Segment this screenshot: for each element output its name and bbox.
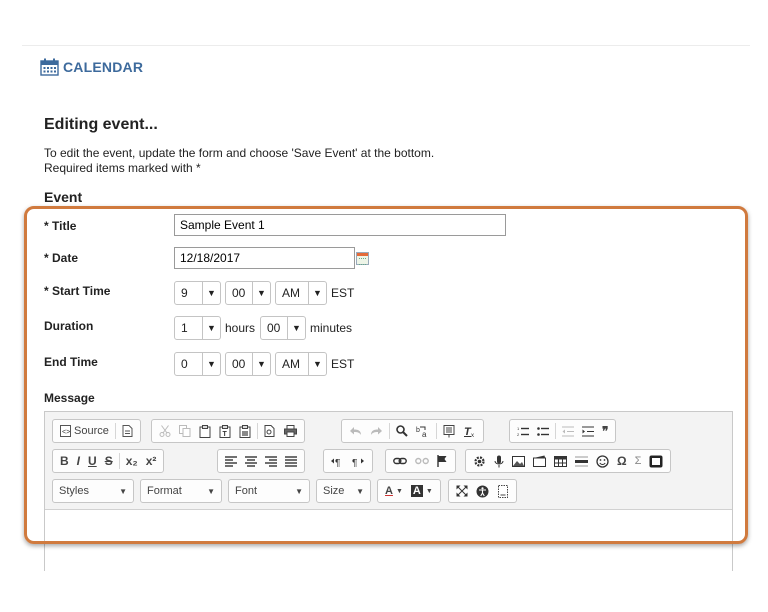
background-color-icon: A bbox=[412, 485, 421, 497]
chevron-down-icon: ▼ bbox=[425, 487, 433, 495]
chevron-down-icon: ▼ bbox=[119, 486, 127, 496]
highlight-frame bbox=[24, 206, 748, 544]
end-timezone: EST bbox=[331, 357, 355, 371]
chevron-down-icon: ▼ bbox=[207, 486, 215, 496]
start-timezone: EST bbox=[331, 286, 355, 300]
subscript-icon: x₂ bbox=[125, 454, 138, 468]
chevron-down-icon: ▼ bbox=[356, 486, 364, 496]
svg-text:¶: ¶ bbox=[335, 457, 341, 467]
duration-label: Duration bbox=[44, 319, 94, 333]
sigma-icon: Σ bbox=[634, 455, 642, 467]
underline-icon: U bbox=[88, 454, 97, 468]
format-label: Format bbox=[147, 485, 182, 497]
intro-line-2: Required items marked with * bbox=[44, 161, 201, 175]
page-title: Editing event... bbox=[44, 116, 158, 133]
intro-line-1: To edit the event, update the form and choose 'Save Event' at the bottom. bbox=[44, 146, 435, 160]
svg-text:a: a bbox=[422, 429, 427, 438]
chevron-down-icon: ▼ bbox=[295, 486, 303, 496]
calendar-header[interactable] bbox=[40, 58, 143, 76]
source-label: Source bbox=[74, 425, 109, 437]
svg-text:1: 1 bbox=[517, 425, 520, 431]
chevron-down-icon: ▼ bbox=[252, 353, 270, 375]
duration-hours-unit: hours bbox=[225, 321, 256, 335]
intro-text bbox=[44, 146, 434, 176]
text-color-icon: A bbox=[385, 485, 393, 497]
svg-text:2: 2 bbox=[517, 431, 520, 437]
styles-label: Styles bbox=[59, 485, 89, 497]
svg-text:T: T bbox=[464, 426, 471, 437]
start-time-label: * Start Time bbox=[44, 284, 111, 298]
bold-icon: B bbox=[60, 454, 69, 468]
end-ampm-value: AM bbox=[282, 357, 300, 371]
date-label: * Date bbox=[44, 251, 79, 265]
end-hour-value: 0 bbox=[181, 357, 188, 371]
svg-text:T: T bbox=[222, 430, 227, 438]
start-ampm-value: AM bbox=[282, 286, 300, 300]
top-divider bbox=[22, 45, 750, 46]
duration-minutes-value: 00 bbox=[267, 321, 281, 335]
omega-icon: Ω bbox=[617, 454, 627, 468]
svg-text:¶: ¶ bbox=[352, 457, 358, 467]
italic-icon: I bbox=[76, 454, 81, 468]
section-title-event: Event bbox=[44, 189, 83, 205]
strikethrough-icon: S bbox=[104, 454, 113, 468]
message-label: Message bbox=[44, 391, 95, 405]
chevron-down-icon: ▼ bbox=[308, 353, 326, 375]
chevron-down-icon: ▼ bbox=[252, 282, 270, 304]
end-minute-value: 00 bbox=[232, 357, 246, 371]
start-minute-value: 00 bbox=[232, 286, 246, 300]
calendar-title[interactable]: CALENDAR bbox=[63, 59, 144, 75]
chevron-down-icon: ▼ bbox=[202, 353, 220, 375]
start-hour-value: 9 bbox=[181, 286, 188, 300]
chevron-down-icon: ▼ bbox=[202, 317, 220, 339]
title-label: * Title bbox=[44, 219, 77, 233]
superscript-icon: x² bbox=[145, 454, 157, 468]
svg-text:b: b bbox=[416, 426, 420, 434]
quote-icon: ❞ bbox=[602, 424, 609, 438]
size-label: Size bbox=[323, 485, 345, 497]
chevron-down-icon: ▼ bbox=[287, 317, 305, 339]
chevron-down-icon: ▼ bbox=[395, 487, 403, 495]
svg-text:x: x bbox=[471, 433, 474, 437]
font-label: Font bbox=[235, 485, 258, 497]
svg-text:<>: <> bbox=[62, 429, 71, 436]
calendar-icon bbox=[40, 58, 59, 76]
duration-minutes-unit: minutes bbox=[310, 321, 353, 335]
chevron-down-icon: ▼ bbox=[308, 282, 326, 304]
chevron-down-icon: ▼ bbox=[202, 282, 220, 304]
duration-hours-value: 1 bbox=[181, 321, 188, 335]
end-time-label: End Time bbox=[44, 355, 98, 369]
